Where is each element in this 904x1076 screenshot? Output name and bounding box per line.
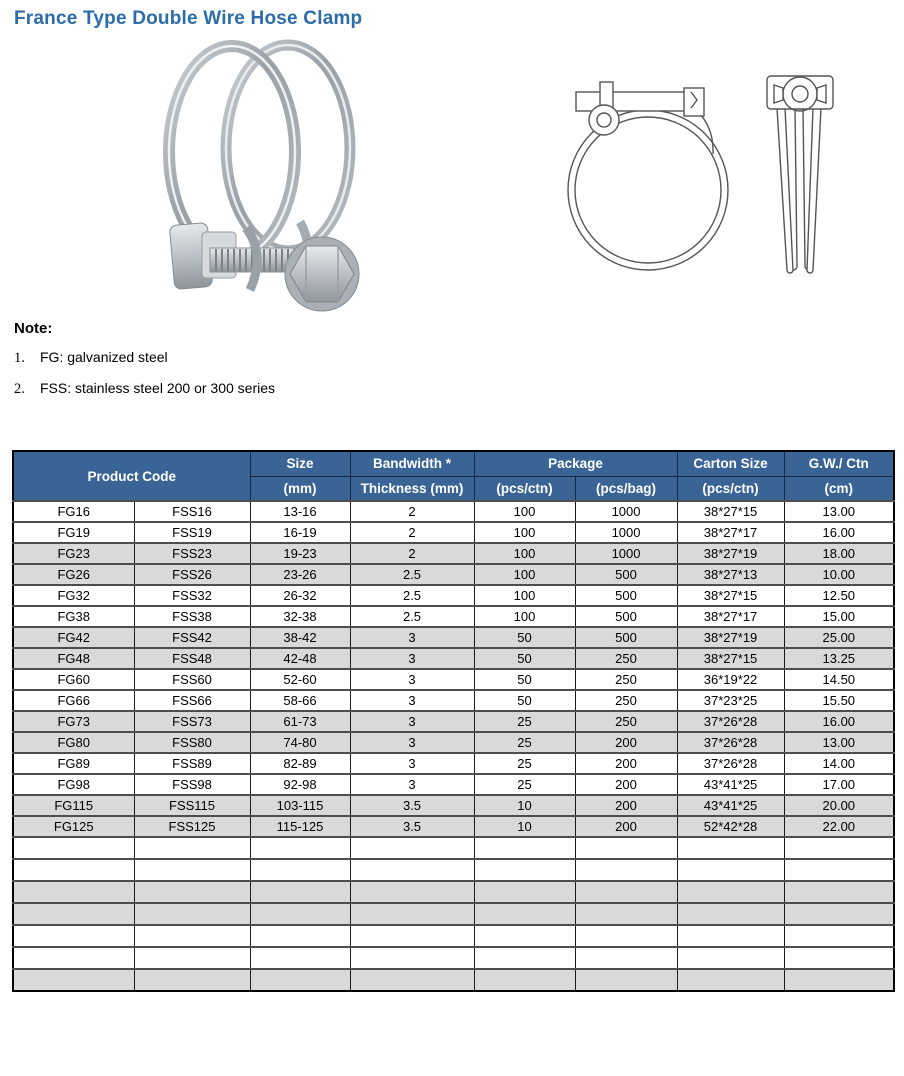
cell: 3: [350, 753, 474, 774]
cell: 37*23*25: [677, 690, 784, 711]
cell: FG26: [13, 564, 134, 585]
empty-cell: [784, 859, 894, 881]
cell: 3: [350, 669, 474, 690]
cell: 3.5: [350, 816, 474, 837]
empty-cell: [784, 837, 894, 859]
header-carton-unit: (pcs/ctn): [677, 476, 784, 501]
empty-cell: [677, 859, 784, 881]
table-row: [13, 969, 894, 991]
cell: 3: [350, 732, 474, 753]
cell: 38*27*15: [677, 585, 784, 606]
cell: 250: [575, 669, 677, 690]
cell: 115-125: [250, 816, 350, 837]
cell: 43*41*25: [677, 774, 784, 795]
cell: 61-73: [250, 711, 350, 732]
empty-cell: [13, 969, 134, 991]
cell: 3: [350, 690, 474, 711]
table-row: [13, 669, 894, 690]
empty-cell: [350, 969, 474, 991]
cell: FSS32: [134, 585, 250, 606]
cell: 50: [474, 627, 575, 648]
table-row: [13, 627, 894, 648]
cell: FG42: [13, 627, 134, 648]
note-heading: Note:: [14, 320, 53, 337]
table-row: [13, 925, 894, 947]
empty-cell: [575, 969, 677, 991]
cell: FSS115: [134, 795, 250, 816]
clamp-front-view-image: [560, 66, 760, 296]
note-item: [14, 380, 534, 398]
cell: 50: [474, 690, 575, 711]
empty-cell: [677, 947, 784, 969]
spec-table-body: [13, 501, 894, 991]
cell: FSS19: [134, 522, 250, 543]
cell: 2: [350, 543, 474, 564]
table-row: [13, 690, 894, 711]
note-item-number: 2.: [14, 381, 25, 397]
cell: 38*27*19: [677, 627, 784, 648]
cell: 2: [350, 501, 474, 522]
cell: FSS23: [134, 543, 250, 564]
cell: 3: [350, 627, 474, 648]
empty-cell: [474, 837, 575, 859]
cell: 82-89: [250, 753, 350, 774]
cell: FG66: [13, 690, 134, 711]
cell: 25: [474, 711, 575, 732]
cell: FG19: [13, 522, 134, 543]
cell: 16.00: [784, 711, 894, 732]
cell: 17.00: [784, 774, 894, 795]
cell: 200: [575, 816, 677, 837]
cell: FG98: [13, 774, 134, 795]
empty-cell: [784, 881, 894, 903]
spec-table-header: [13, 451, 894, 501]
cell: FG16: [13, 501, 134, 522]
table-row: [13, 543, 894, 564]
cell: 200: [575, 774, 677, 795]
cell: FSS80: [134, 732, 250, 753]
cell: 100: [474, 564, 575, 585]
cell: 2.5: [350, 585, 474, 606]
header-product-code: Product Code: [13, 451, 250, 501]
cell: 100: [474, 606, 575, 627]
cell: 25.00: [784, 627, 894, 648]
cell: FSS66: [134, 690, 250, 711]
cell: 15.50: [784, 690, 894, 711]
cell: 42-48: [250, 648, 350, 669]
cell: FSS38: [134, 606, 250, 627]
empty-cell: [677, 837, 784, 859]
cell: FG32: [13, 585, 134, 606]
cell: 38*27*17: [677, 522, 784, 543]
empty-cell: [784, 925, 894, 947]
note-item-text: FSS: stainless steel 200 or 300 series: [40, 380, 276, 396]
table-row: [13, 606, 894, 627]
empty-cell: [134, 947, 250, 969]
empty-cell: [575, 837, 677, 859]
cell: 13.00: [784, 501, 894, 522]
cell: 100: [474, 585, 575, 606]
cell: 200: [575, 795, 677, 816]
cell: 20.00: [784, 795, 894, 816]
cell: 18.00: [784, 543, 894, 564]
cell: 38*27*13: [677, 564, 784, 585]
header-package: Package: [474, 451, 677, 476]
empty-cell: [677, 925, 784, 947]
cell: 37*26*28: [677, 711, 784, 732]
cell: 12.50: [784, 585, 894, 606]
cell: 74-80: [250, 732, 350, 753]
empty-cell: [13, 947, 134, 969]
cell: 43*41*25: [677, 795, 784, 816]
table-row: [13, 501, 894, 522]
cell: 22.00: [784, 816, 894, 837]
empty-cell: [350, 903, 474, 925]
table-row: [13, 881, 894, 903]
cell: 10.00: [784, 564, 894, 585]
cell: 14.50: [784, 669, 894, 690]
cell: 3.5: [350, 795, 474, 816]
table-row: [13, 816, 894, 837]
header-gw-ctn: G.W./ Ctn: [784, 451, 894, 476]
table-row: [13, 648, 894, 669]
empty-cell: [250, 925, 350, 947]
cell: 3: [350, 711, 474, 732]
empty-cell: [134, 859, 250, 881]
cell: 37*26*28: [677, 753, 784, 774]
cell: FG23: [13, 543, 134, 564]
empty-cell: [250, 969, 350, 991]
cell: 16.00: [784, 522, 894, 543]
cell: 14.00: [784, 753, 894, 774]
empty-cell: [575, 947, 677, 969]
empty-cell: [134, 837, 250, 859]
note-section: [14, 320, 534, 411]
empty-cell: [250, 903, 350, 925]
table-row: [13, 753, 894, 774]
cell: 3: [350, 774, 474, 795]
cell: FG115: [13, 795, 134, 816]
table-row: [13, 732, 894, 753]
cell: 58-66: [250, 690, 350, 711]
empty-cell: [575, 859, 677, 881]
cell: FSS16: [134, 501, 250, 522]
empty-cell: [474, 859, 575, 881]
cell: 100: [474, 522, 575, 543]
cell: 500: [575, 606, 677, 627]
cell: 2.5: [350, 606, 474, 627]
cell: 103-115: [250, 795, 350, 816]
front-view-drawing: [560, 66, 760, 296]
cell: 15.00: [784, 606, 894, 627]
cell: 100: [474, 543, 575, 564]
empty-cell: [350, 947, 474, 969]
empty-cell: [474, 925, 575, 947]
header-pcs-ctn: (pcs/ctn): [474, 476, 575, 501]
cell: 500: [575, 585, 677, 606]
empty-cell: [134, 881, 250, 903]
empty-cell: [13, 881, 134, 903]
empty-cell: [677, 903, 784, 925]
table-row: [13, 837, 894, 859]
page-title: France Type Double Wire Hose Clamp: [14, 8, 363, 29]
empty-cell: [474, 969, 575, 991]
cell: 92-98: [250, 774, 350, 795]
table-row: [13, 859, 894, 881]
cell: 38*27*17: [677, 606, 784, 627]
cell: 2: [350, 522, 474, 543]
empty-cell: [784, 947, 894, 969]
empty-cell: [250, 859, 350, 881]
note-item-number: 1.: [14, 350, 25, 366]
cell: 250: [575, 648, 677, 669]
cell: FSS89: [134, 753, 250, 774]
empty-cell: [250, 947, 350, 969]
empty-cell: [575, 881, 677, 903]
empty-cell: [350, 881, 474, 903]
cell: 13.00: [784, 732, 894, 753]
cell: 32-38: [250, 606, 350, 627]
cell: FSS26: [134, 564, 250, 585]
cell: FSS42: [134, 627, 250, 648]
cell: 38*27*19: [677, 543, 784, 564]
cell: FG60: [13, 669, 134, 690]
header-pcs-bag: (pcs/bag): [575, 476, 677, 501]
header-gw-unit: (cm): [784, 476, 894, 501]
cell: 16-19: [250, 522, 350, 543]
cell: FG48: [13, 648, 134, 669]
empty-cell: [134, 925, 250, 947]
table-row: [13, 903, 894, 925]
cell: 500: [575, 564, 677, 585]
cell: 500: [575, 627, 677, 648]
cell: 23-26: [250, 564, 350, 585]
cell: 38*27*15: [677, 648, 784, 669]
cell: 25: [474, 753, 575, 774]
cell: 38*27*15: [677, 501, 784, 522]
table-row: [13, 564, 894, 585]
cell: FSS73: [134, 711, 250, 732]
cell: 2.5: [350, 564, 474, 585]
header-size: Size: [250, 451, 350, 476]
table-row: [13, 774, 894, 795]
empty-cell: [13, 903, 134, 925]
cell: 19-23: [250, 543, 350, 564]
cell: 52-60: [250, 669, 350, 690]
side-view-drawing: [755, 66, 845, 296]
empty-cell: [250, 837, 350, 859]
cell: FSS98: [134, 774, 250, 795]
empty-cell: [350, 925, 474, 947]
cell: 1000: [575, 543, 677, 564]
cell: 26-32: [250, 585, 350, 606]
cell: 50: [474, 648, 575, 669]
empty-cell: [677, 969, 784, 991]
table-row: [13, 795, 894, 816]
cell: 25: [474, 774, 575, 795]
header-thickness: Thickness (mm): [350, 476, 474, 501]
cell: FG125: [13, 816, 134, 837]
table-row: [13, 711, 894, 732]
empty-cell: [13, 837, 134, 859]
cell: 200: [575, 753, 677, 774]
cell: FG73: [13, 711, 134, 732]
cell: 38-42: [250, 627, 350, 648]
cell: FSS48: [134, 648, 250, 669]
empty-cell: [575, 903, 677, 925]
table-row: [13, 585, 894, 606]
clamp-side-view-image: [755, 66, 845, 296]
cell: 37*26*28: [677, 732, 784, 753]
cell: 10: [474, 795, 575, 816]
empty-cell: [677, 881, 784, 903]
cell: FSS125: [134, 816, 250, 837]
empty-cell: [350, 859, 474, 881]
hose-clamp-photo-image: [150, 36, 430, 316]
empty-cell: [474, 881, 575, 903]
note-item-text: FG: galvanized steel: [40, 349, 168, 365]
cell: FSS60: [134, 669, 250, 690]
empty-cell: [474, 903, 575, 925]
empty-cell: [350, 837, 474, 859]
cell: 52*42*28: [677, 816, 784, 837]
cell: 1000: [575, 522, 677, 543]
cell: 200: [575, 732, 677, 753]
empty-cell: [250, 881, 350, 903]
cell: 13.25: [784, 648, 894, 669]
empty-cell: [474, 947, 575, 969]
table-row: [13, 522, 894, 543]
cell: 13-16: [250, 501, 350, 522]
header-carton-size: Carton Size: [677, 451, 784, 476]
note-item: [14, 349, 534, 367]
cell: 10: [474, 816, 575, 837]
empty-cell: [13, 859, 134, 881]
empty-cell: [575, 925, 677, 947]
empty-cell: [134, 903, 250, 925]
empty-cell: [784, 903, 894, 925]
spec-table: [12, 450, 895, 992]
cell: 250: [575, 711, 677, 732]
header-bandwidth: Bandwidth *: [350, 451, 474, 476]
cell: 100: [474, 501, 575, 522]
product-photo: [150, 36, 430, 316]
cell: 1000: [575, 501, 677, 522]
cell: 3: [350, 648, 474, 669]
cell: 250: [575, 690, 677, 711]
cell: 36*19*22: [677, 669, 784, 690]
cell: FG89: [13, 753, 134, 774]
empty-cell: [13, 925, 134, 947]
empty-cell: [784, 969, 894, 991]
table-row: [13, 947, 894, 969]
cell: 50: [474, 669, 575, 690]
header-size-unit: (mm): [250, 476, 350, 501]
cell: 25: [474, 732, 575, 753]
cell: FG80: [13, 732, 134, 753]
empty-cell: [134, 969, 250, 991]
cell: FG38: [13, 606, 134, 627]
